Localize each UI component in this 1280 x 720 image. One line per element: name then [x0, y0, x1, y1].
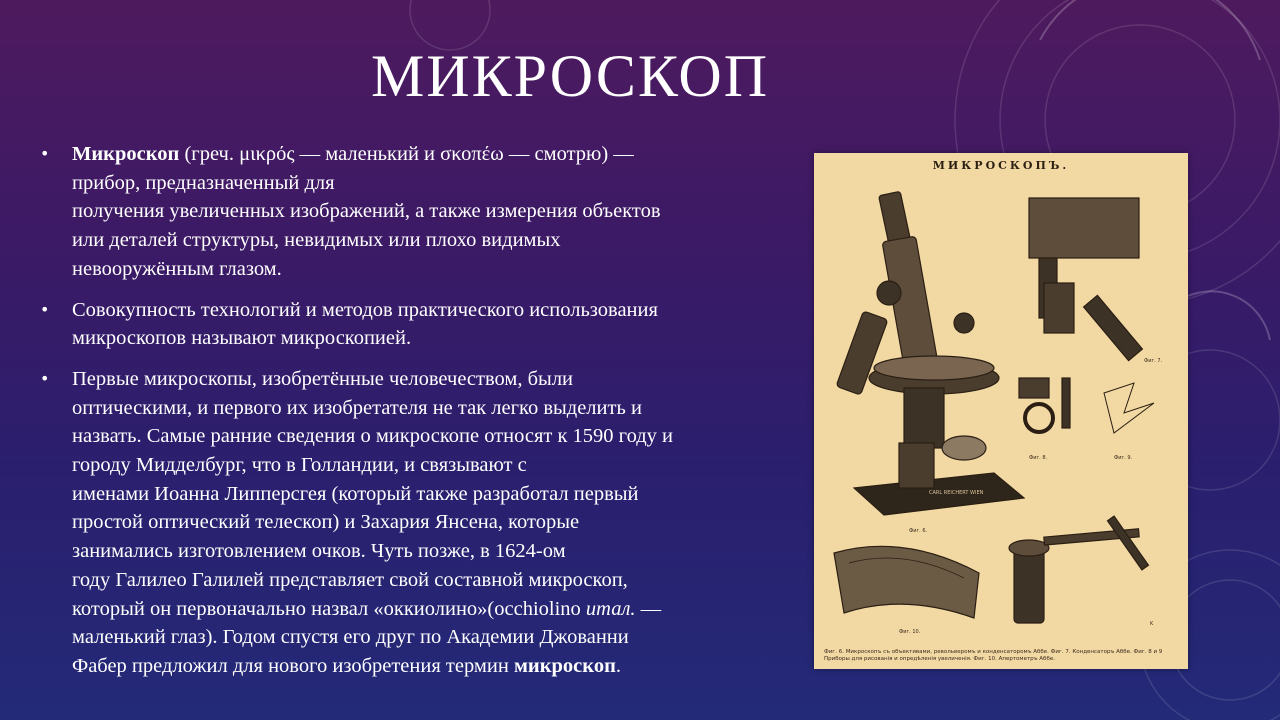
- maker-stamp: CARL REICHERT WIEN: [929, 490, 984, 496]
- text-line: Первые микроскопы, изобретённые человечеством, были: [72, 367, 574, 390]
- text-line: маленький глаз). Годом спустя его друг по Академии Джованни: [72, 626, 629, 649]
- microscope-drawing: [814, 153, 1188, 669]
- bullet-marker: •: [40, 144, 50, 163]
- text-line: городу Мидделбург, что в Голландии, и связывают с: [72, 454, 527, 477]
- text-line: простой оптический телескоп) и Захария Янсена, которые: [72, 511, 580, 534]
- microscope-engraving: [814, 153, 1188, 669]
- bullet-microscopy: [40, 296, 785, 353]
- engraving-title: МИКРОСКОПЪ.: [932, 159, 1070, 172]
- term-microscope: Микроскоп: [72, 143, 180, 165]
- bullet-marker: •: [40, 368, 50, 388]
- text-line: году Галилео Галилей представляет свой составной микроскоп,: [72, 568, 628, 591]
- bullet-definition: [40, 140, 785, 284]
- fig-label-k: K: [1150, 621, 1154, 627]
- text-line: прибор, предназначенный для: [72, 171, 335, 194]
- text-line: занимались изготовлением очков. Чуть позже, в 1624-ом: [72, 540, 566, 563]
- text-line: или деталей структуры, невидимых или плохо видимых: [72, 229, 561, 252]
- bullet-marker: •: [40, 299, 50, 319]
- text-line: оптическими, и первого их изобретателя не так легко выделить и: [72, 396, 642, 419]
- text-line: Фабер предложил для нового изобретения термин микроскоп.: [72, 654, 622, 677]
- text-line: который он первоначально назвал «оккиолино»(occhiolino итал. —: [72, 597, 662, 620]
- fig-label-7: Фиг. 7.: [1144, 358, 1163, 364]
- fig-label-6: Фиг. 6.: [909, 528, 928, 534]
- text-line: Совокупность технологий и методов практического использования: [72, 298, 658, 321]
- text-line: именами Иоанна Липперсгея (который также разработал первый: [72, 482, 639, 505]
- fig-label-9: Фиг. 9.: [1114, 455, 1133, 461]
- engraving-caption: Фиг. 6. Микроскопъ съ объективами, револьверомъ и конденсаторомъ Аббе. Фиг. 7. Конденсаторъ Аббе. Фиг. 8 и 9 Приборы для рисованія и опредѣленія увеличенія. Фиг. 10. Апертометръ Аббе.: [824, 649, 1163, 662]
- text-line: Микроскоп (греч. μικρός — маленький и σκοπέω — смотрю) —: [72, 143, 634, 165]
- slide-body: [40, 140, 785, 693]
- text-line: микроскопов называют микроскопией.: [72, 327, 412, 350]
- text-line: невооружённым глазом.: [72, 257, 282, 280]
- fig-label-8: Фиг. 8.: [1029, 455, 1048, 461]
- fig-label-10: Фиг. 10.: [899, 629, 921, 635]
- bullet-history: [40, 365, 785, 681]
- slide-title: МИКРОСКОП: [370, 43, 770, 109]
- text-line: назвать. Самые ранние сведения о микроскопе относят к 1590 году и: [72, 425, 674, 448]
- text-line: получения увеличенных изображений, а также измерения объектов: [72, 200, 661, 223]
